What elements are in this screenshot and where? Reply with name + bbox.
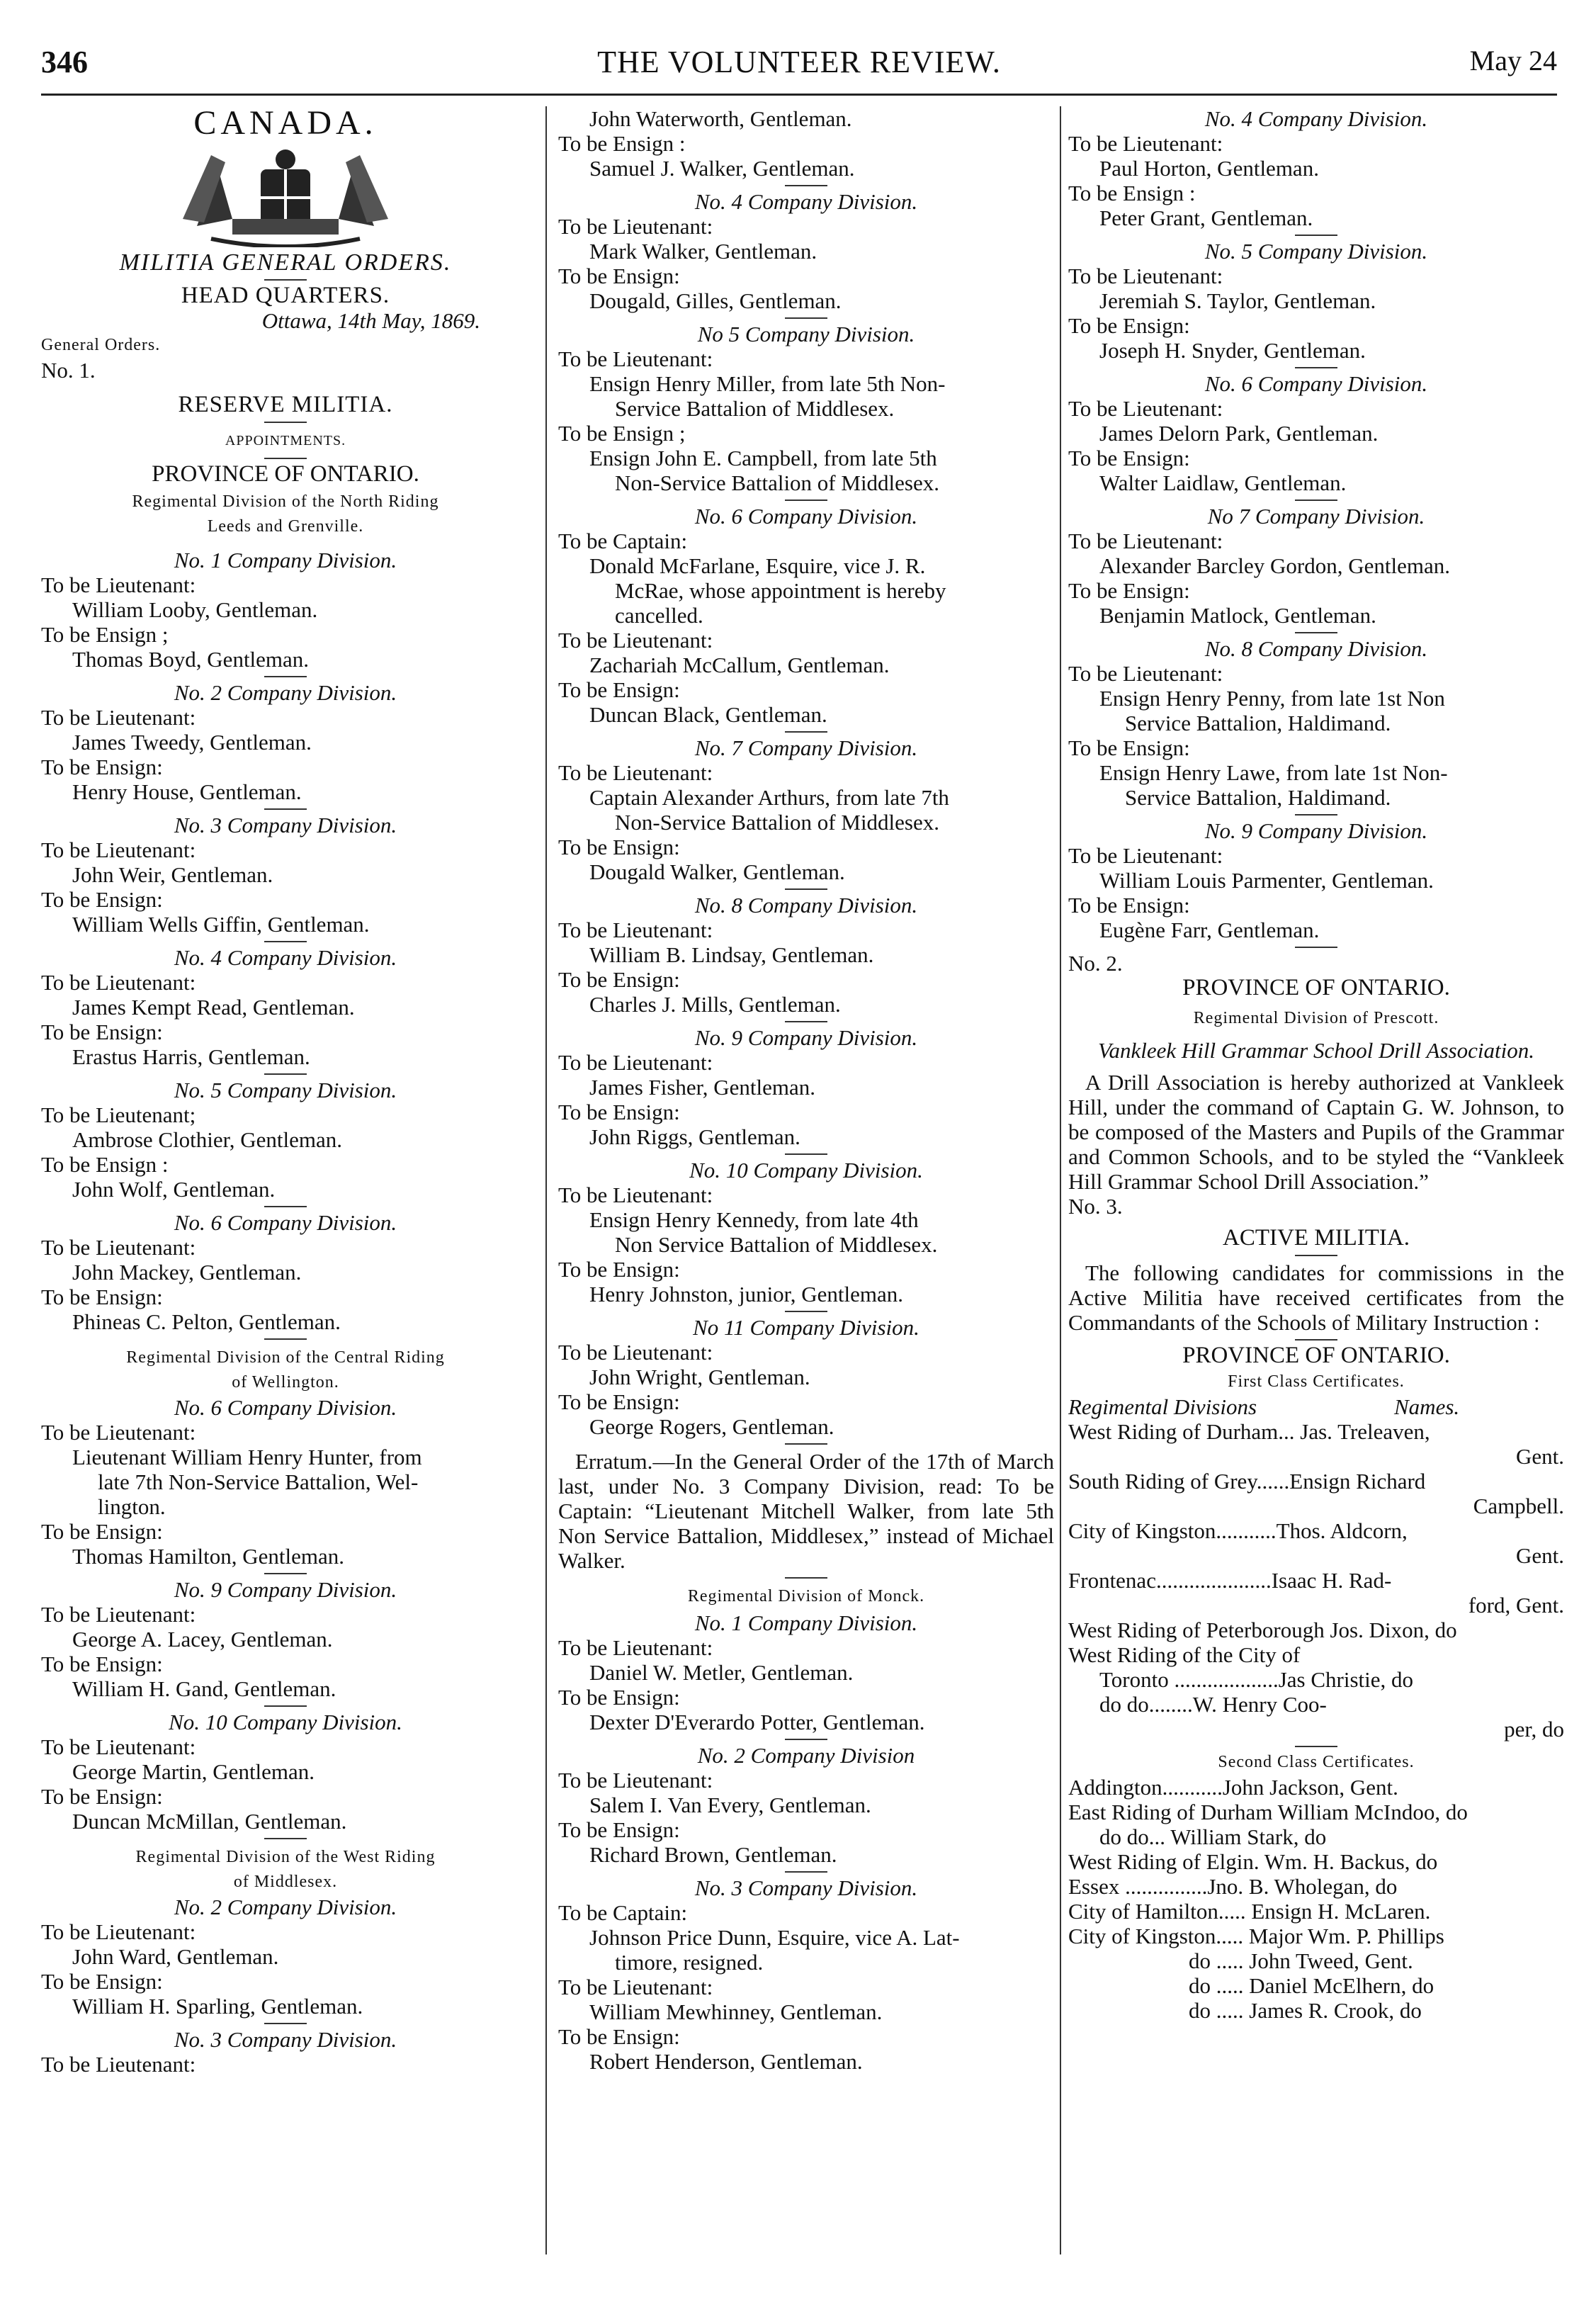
rank-label: To be Ensign:: [558, 1389, 680, 1414]
appointee-name: John Weir, Gentleman.: [72, 862, 273, 887]
active-militia-heading: ACTIVE MILITIA.: [1223, 1225, 1410, 1251]
certificate-row: South Riding of Grey......Ensign Richard: [1068, 1469, 1426, 1494]
appointee-name: Thomas Boyd, Gentleman.: [72, 647, 310, 672]
rank-label: To be Ensign:: [41, 1969, 163, 1994]
rank-label: To be Lieutenant:: [41, 1734, 196, 1759]
certificate-row-continued: Gent.: [1515, 1543, 1564, 1568]
divider: [264, 1206, 307, 1207]
divider: [785, 500, 827, 501]
certificate-row: West Riding of Peterborough Jos. Dixon, do: [1068, 1618, 1457, 1642]
province-heading: PROVINCE OF ONTARIO.: [152, 461, 419, 487]
rank-label: To be Lieutenant:: [1068, 396, 1223, 421]
divider: [264, 1838, 307, 1839]
province-heading: PROVINCE OF ONTARIO.: [1182, 1343, 1450, 1368]
rank-label: To be Lieutenant:: [558, 1340, 713, 1365]
coat-of-arms-icon: [169, 141, 402, 247]
appointee-name: Donald McFarlane, Esquire, vice J. R.: [589, 553, 926, 578]
order-number: No. 2.: [1068, 951, 1123, 976]
dateline: Ottawa, 14th May, 1869.: [261, 308, 480, 333]
regimental-division-heading: Regimental Division of the Central Riding: [126, 1348, 445, 1367]
rank-label: To be Ensign:: [41, 1652, 163, 1676]
appointee-name: Captain Alexander Arthurs, from late 7th: [589, 785, 949, 810]
rank-label: To be Ensign:: [1068, 313, 1190, 338]
appointee-detail: Service Battalion, Haldimand.: [1125, 711, 1391, 735]
certificate-row: do do........W. Henry Coo-: [1099, 1692, 1327, 1717]
company-division-heading: No. 9 Company Division.: [1204, 818, 1428, 843]
divider: [264, 1705, 307, 1707]
company-division-heading: No 7 Company Division.: [1207, 504, 1425, 529]
appointee-detail: Service Battalion of Middlesex.: [615, 396, 895, 421]
company-division-heading: No. 9 Company Division.: [694, 1025, 918, 1050]
appointee-detail: Non Service Battalion of Middlesex.: [615, 1232, 938, 1257]
rank-label: To be Lieutenant:: [41, 705, 196, 730]
divider: [264, 808, 307, 810]
column-1: [41, 106, 530, 2254]
appointee-name: Erastus Harris, Gentleman.: [72, 1044, 310, 1069]
certificate-row: West Riding of Durham... Jas. Treleaven,: [1068, 1419, 1430, 1444]
column-header-names: Names.: [1394, 1394, 1460, 1419]
rank-label: To be Ensign:: [558, 677, 680, 702]
divider: [1295, 632, 1337, 633]
company-division-heading: No. 3 Company Division.: [694, 1875, 918, 1900]
company-division-heading: No. 2 Company Division.: [174, 1895, 397, 1919]
appointee-name: Walter Laidlaw, Gentleman.: [1099, 470, 1347, 495]
divider: [1295, 367, 1337, 368]
appointee-name: Henry House, Gentleman.: [72, 779, 302, 804]
rank-label: To be Ensign:: [558, 835, 680, 859]
drill-association-title: Vankleek Hill Grammar School Drill Association.: [1098, 1038, 1534, 1063]
divider: [264, 458, 307, 459]
company-division-heading: No. 7 Company Division.: [694, 735, 918, 760]
order-number: No. 1.: [41, 358, 96, 383]
rank-label: To be Ensign:: [558, 967, 680, 992]
appointee-detail: Non-Service Battalion of Middlesex.: [615, 470, 940, 495]
appointee-name: William B. Lindsay, Gentleman.: [589, 942, 874, 967]
appointee-name: Ambrose Clothier, Gentleman.: [72, 1127, 343, 1152]
certificate-row: do ..... James R. Crook, do: [1189, 1998, 1422, 2023]
divider: [785, 731, 827, 733]
drill-association-paragraph: A Drill Association is hereby authorized at Vankleek Hill, under the command of Captain G. W. Johnson, to be composed of the Masters and Pupils of the Grammar and Common Schools, and to be styled the “Vankleek Hill Grammar School Drill Association.”: [1068, 1070, 1564, 1194]
rank-label: To be Ensign:: [41, 1285, 163, 1309]
company-division-heading: No. 4 Company Division.: [694, 189, 918, 214]
rank-label: To be Lieutenant:: [558, 918, 713, 942]
company-division-heading: No. 5 Company Division.: [174, 1078, 397, 1102]
divider: [1295, 1255, 1337, 1256]
company-division-heading: No. 10 Company Division.: [169, 1710, 402, 1734]
certificate-row: Addington...........John Jackson, Gent.: [1068, 1775, 1398, 1800]
appointee-name: Daniel W. Metler, Gentleman.: [589, 1660, 854, 1685]
appointee-name: Joseph H. Snyder, Gentleman.: [1099, 338, 1366, 363]
rank-label: To be Lieutenant:: [558, 346, 713, 371]
company-division-heading: No. 8 Company Division.: [694, 893, 918, 918]
militia-orders-heading: MILITIA GENERAL ORDERS.: [119, 249, 452, 276]
certificates-table-header: [1068, 1394, 1564, 1419]
rank-label: To be Ensign:: [41, 755, 163, 779]
appointee-name: Ensign Henry Lawe, from late 1st Non-: [1099, 760, 1448, 785]
appointee-detail: Non-Service Battalion of Middlesex.: [615, 810, 940, 835]
appointee-name: Ensign Henry Miller, from late 5th Non-: [589, 371, 946, 396]
rank-label: To be Ensign:: [1068, 446, 1190, 470]
divider: [264, 1073, 307, 1075]
header-rule: [41, 94, 1557, 96]
appointee-name: Ensign Henry Kennedy, from late 4th: [589, 1207, 919, 1232]
appointee-name: John Wright, Gentleman.: [589, 1365, 810, 1389]
rank-label: To be Lieutenant:: [558, 1975, 713, 1999]
divider: [1295, 1339, 1337, 1341]
appointee-name: John Wolf, Gentleman.: [72, 1177, 276, 1202]
appointee-name: James Fisher, Gentleman.: [589, 1075, 816, 1100]
appointee-name: John Mackey, Gentleman.: [72, 1260, 302, 1285]
column-divider-1: [545, 106, 547, 2254]
rank-label: To be Lieutenant:: [558, 1183, 713, 1207]
rank-label: To be Ensign ;: [41, 622, 169, 647]
rank-label: To be Lieutenant:: [41, 1420, 196, 1445]
appointments-heading: APPOINTMENTS.: [225, 433, 346, 448]
column-divider-2: [1060, 106, 1061, 2254]
regimental-division-heading: of Middlesex.: [233, 1873, 338, 1891]
appointee-detail: Service Battalion, Haldimand.: [1125, 785, 1391, 810]
company-division-heading: No. 3 Company Division.: [174, 813, 397, 837]
divider: [1295, 235, 1337, 236]
page-header: [41, 44, 1557, 86]
appointee-name: Thomas Hamilton, Gentleman.: [72, 1544, 344, 1569]
appointee-name: William Wells Giffin, Gentleman.: [72, 912, 370, 937]
appointee-name: Phineas C. Pelton, Gentleman.: [72, 1309, 341, 1334]
divider: [785, 1021, 827, 1022]
divider: [785, 1577, 827, 1579]
company-division-heading: No 11 Company Division.: [693, 1315, 919, 1340]
company-division-heading: No. 2 Company Division: [697, 1743, 915, 1768]
appointee-name: George A. Lacey, Gentleman.: [72, 1627, 333, 1652]
rank-label: To be Lieutenant:: [41, 837, 196, 862]
company-division-heading: No. 3 Company Division.: [174, 2027, 397, 2052]
divider: [264, 676, 307, 677]
canada-heading: CANADA.: [193, 106, 378, 142]
certificate-row-continued: per, do: [1504, 1717, 1564, 1742]
certificate-class-heading: Second Class Certificates.: [1218, 1753, 1415, 1771]
certificate-row: West Riding of the City of: [1068, 1642, 1301, 1667]
rank-label: To be Lieutenant:: [41, 1919, 196, 1944]
rank-label: To be Ensign:: [1068, 893, 1190, 918]
regimental-division-heading: Regimental Division of Monck.: [687, 1587, 925, 1605]
certificate-row: Essex ...............Jno. B. Wholegan, do: [1068, 1874, 1398, 1899]
head-quarters-heading: HEAD QUARTERS.: [181, 283, 390, 308]
appointee-name: William Mewhinney, Gentleman.: [589, 1999, 883, 2024]
rank-label: To be Lieutenant:: [1068, 529, 1223, 553]
divider: [1295, 814, 1337, 815]
divider: [785, 888, 827, 890]
rank-label: To be Ensign :: [558, 131, 686, 156]
page-number: 346: [41, 45, 88, 79]
appointee-name: Dexter D'Everardo Potter, Gentleman.: [589, 1710, 925, 1734]
certificate-row: City of Hamilton..... Ensign H. McLaren.: [1068, 1899, 1431, 1924]
issue-date: May 24: [1469, 45, 1557, 77]
appointee-detail: McRae, whose appointment is hereby: [615, 578, 946, 603]
appointee-name: Mark Walker, Gentleman.: [589, 239, 817, 264]
appointee-name: Lieutenant William Henry Hunter, from: [72, 1445, 422, 1469]
certificate-row: do ..... John Tweed, Gent.: [1189, 1948, 1413, 1973]
rank-label: To be Ensign:: [558, 1257, 680, 1282]
appointee-name: William H. Gand, Gentleman.: [72, 1676, 336, 1701]
rank-label: To be Ensign:: [41, 887, 163, 912]
rank-label: To be Ensign:: [558, 2024, 680, 2049]
regimental-division-heading: Regimental Division of the North Riding: [132, 492, 439, 511]
divider: [785, 185, 827, 186]
rank-label: To be Lieutenant:: [1068, 661, 1223, 686]
rank-label: To be Lieutenant;: [41, 1102, 196, 1127]
general-orders-label: General Orders.: [41, 336, 161, 354]
appointee-name: Ensign John E. Campbell, from late 5th: [589, 446, 937, 470]
appointee-name: John Riggs, Gentleman.: [589, 1124, 800, 1149]
certificate-row: West Riding of Elgin. Wm. H. Backus, do: [1068, 1849, 1438, 1874]
erratum-paragraph: Erratum.—In the General Order of the 17th of March last, under No. 3 Company Division, read: To be Captain: “Lieutenant Mitchell Walker, from late 5th Non Service Battalion, Middlesex,” instead of Michael Walker.: [558, 1449, 1054, 1573]
certificate-row: City of Kingston...........Thos. Aldcorn,: [1068, 1518, 1408, 1543]
appointee-name: Richard Brown, Gentleman.: [589, 1842, 837, 1867]
rank-label: To be Ensign:: [41, 1519, 163, 1544]
appointee-name: William Looby, Gentleman.: [72, 597, 318, 622]
divider: [1295, 1746, 1337, 1747]
rank-label: To be Ensign:: [558, 1100, 680, 1124]
appointee-name: William Louis Parmenter, Gentleman.: [1099, 868, 1434, 893]
company-division-heading: No. 2 Company Division.: [174, 680, 397, 705]
appointee-name: Peter Grant, Gentleman.: [1099, 205, 1313, 230]
divider: [1295, 500, 1337, 501]
appointee-name: Zachariah McCallum, Gentleman.: [589, 653, 890, 677]
regimental-division-heading: Regimental Division of the West Riding: [135, 1848, 436, 1866]
appointee-name: James Delorn Park, Gentleman.: [1099, 421, 1379, 446]
company-division-heading: No. 9 Company Division.: [174, 1577, 397, 1602]
rank-label: To be Ensign :: [41, 1152, 169, 1177]
certificate-row-continued: Gent.: [1515, 1444, 1564, 1469]
certificate-row: City of Kingston..... Major Wm. P. Phillips: [1068, 1924, 1444, 1948]
appointee-detail: cancelled.: [615, 603, 703, 628]
rank-label: To be Lieutenant:: [558, 1050, 713, 1075]
company-division-heading: No. 4 Company Division.: [174, 945, 397, 970]
rank-label: To be Ensign:: [558, 1817, 680, 1842]
certificate-row-continued: Toronto ...................Jas Christie, do: [1099, 1667, 1414, 1692]
rank-label: To be Lieutenant:: [1068, 264, 1223, 288]
company-division-heading: No. 10 Company Division.: [689, 1158, 923, 1183]
rank-label: To be Ensign:: [1068, 735, 1190, 760]
divider: [785, 1443, 827, 1445]
rank-label: To be Lieutenant:: [1068, 843, 1223, 868]
appointee-name: George Rogers, Gentleman.: [589, 1414, 834, 1439]
appointee-name: Dougald, Gilles, Gentleman.: [589, 288, 842, 313]
divider: [264, 941, 307, 942]
rank-label: To be Lieutenant:: [558, 214, 713, 239]
column-3: [1068, 106, 1564, 2254]
appointee-name: Jeremiah S. Taylor, Gentleman.: [1099, 288, 1376, 313]
rank-label: To be Ensign ;: [558, 421, 686, 446]
company-division-heading: No. 6 Company Division.: [1204, 371, 1428, 396]
rank-label: To be Captain:: [558, 529, 688, 553]
divider: [264, 422, 307, 423]
certificate-row-continued: Campbell.: [1473, 1494, 1564, 1518]
rank-label: To be Ensign:: [558, 264, 680, 288]
appointee-name: Paul Horton, Gentleman.: [1099, 156, 1319, 181]
rank-label: To be Captain:: [558, 1900, 688, 1925]
rank-label: To be Lieutenant:: [558, 760, 713, 785]
appointee-name: Johnson Price Dunn, Esquire, vice A. Lat-: [589, 1925, 960, 1950]
rank-label: To be Lieutenant:: [41, 1602, 196, 1627]
divider: [785, 1739, 827, 1740]
appointee-name: Duncan Black, Gentleman.: [589, 702, 827, 727]
order-number: No. 3.: [1068, 1194, 1123, 1219]
appointee-name: Benjamin Matlock, Gentleman.: [1099, 603, 1376, 628]
rank-label: To be Ensign:: [41, 1020, 163, 1044]
company-division-heading: No. 6 Company Division.: [174, 1395, 397, 1420]
rank-label: To be Lieutenant:: [558, 1635, 713, 1660]
newspaper-title: THE VOLUNTEER REVIEW.: [597, 45, 1001, 79]
divider: [264, 1338, 307, 1340]
certificate-row: do do... William Stark, do: [1099, 1824, 1327, 1849]
rank-label: To be Lieutenant:: [41, 970, 196, 995]
candidates-paragraph: The following candidates for commissions in the Active Militia have received certificates from the Commandants of the Schools of Military Instruction :: [1068, 1260, 1564, 1335]
appointee-name: John Waterworth, Gentleman.: [589, 106, 852, 131]
company-division-heading: No 5 Company Division.: [697, 322, 915, 346]
company-division-heading: No. 6 Company Division.: [174, 1210, 397, 1235]
divider: [264, 1573, 307, 1574]
rank-label: To be Ensign :: [1068, 181, 1196, 205]
certificate-row: East Riding of Durham William McIndoo, do: [1068, 1800, 1468, 1824]
divider: [264, 2023, 307, 2024]
column-2: [558, 106, 1054, 2254]
company-division-heading: No. 4 Company Division.: [1204, 106, 1428, 131]
certificate-row: do ..... Daniel McElhern, do: [1189, 1973, 1434, 1998]
province-heading: PROVINCE OF ONTARIO.: [1182, 975, 1450, 1000]
divider: [785, 1153, 827, 1155]
company-division-heading: No. 5 Company Division.: [1204, 239, 1428, 264]
certificate-class-heading: First Class Certificates.: [1228, 1372, 1405, 1391]
company-division-heading: No. 1 Company Division.: [174, 548, 397, 572]
rank-label: To be Ensign:: [1068, 578, 1190, 603]
appointee-name: James Kempt Read, Gentleman.: [72, 995, 355, 1020]
appointee-detail: late 7th Non-Service Battalion, Wel-: [98, 1469, 419, 1494]
appointee-name: Robert Henderson, Gentleman.: [589, 2049, 863, 2074]
divider: [264, 279, 307, 281]
appointee-name: Samuel J. Walker, Gentleman.: [589, 156, 855, 181]
appointee-name: Salem I. Van Every, Gentleman.: [589, 1793, 871, 1817]
rank-label: To be Lieutenant:: [41, 572, 196, 597]
divider: [1295, 947, 1337, 948]
certificate-row-continued: ford, Gent.: [1468, 1593, 1564, 1618]
appointee-name: Eugène Farr, Gentleman.: [1099, 918, 1320, 942]
rank-label: To be Lieutenant:: [1068, 131, 1223, 156]
reserve-militia-heading: RESERVE MILITIA.: [178, 392, 393, 417]
rank-label: To be Lieutenant:: [558, 628, 713, 653]
column-header-divisions: Regimental Divisions: [1068, 1394, 1257, 1419]
appointee-name: Dougald Walker, Gentleman.: [589, 859, 845, 884]
rank-label: To be Ensign:: [558, 1685, 680, 1710]
appointee-name: Alexander Barcley Gordon, Gentleman.: [1099, 553, 1450, 578]
rank-label: To be Lieutenant:: [41, 2052, 196, 2077]
regimental-division-heading: Regimental Division of Prescott.: [1193, 1009, 1439, 1027]
company-division-heading: No. 6 Company Division.: [694, 504, 918, 529]
appointee-name: James Tweedy, Gentleman.: [72, 730, 312, 755]
appointee-detail: lington.: [98, 1494, 166, 1519]
rank-label: To be Lieutenant:: [558, 1768, 713, 1793]
appointee-name: John Ward, Gentleman.: [72, 1944, 279, 1969]
company-division-heading: No. 1 Company Division.: [694, 1610, 918, 1635]
divider: [785, 1871, 827, 1873]
rank-label: To be Lieutenant:: [41, 1235, 196, 1260]
appointee-name: Ensign Henry Penny, from late 1st Non: [1099, 686, 1445, 711]
appointee-name: George Martin, Gentleman.: [72, 1759, 315, 1784]
appointee-name: William H. Sparling, Gentleman.: [72, 1994, 363, 2019]
appointee-name: Henry Johnston, junior, Gentleman.: [589, 1282, 904, 1306]
rank-label: To be Ensign:: [41, 1784, 163, 1809]
appointee-name: Charles J. Mills, Gentleman.: [589, 992, 841, 1017]
appointee-name: Duncan McMillan, Gentleman.: [72, 1809, 347, 1834]
company-division-heading: No. 8 Company Division.: [1204, 636, 1428, 661]
certificate-row: Frontenac.....................Isaac H. Rad-: [1068, 1568, 1392, 1593]
appointee-detail: timore, resigned.: [615, 1950, 764, 1975]
divider: [785, 1311, 827, 1312]
divider: [785, 317, 827, 319]
regimental-division-heading: Leeds and Grenville.: [207, 517, 364, 536]
regimental-division-heading: of Wellington.: [232, 1373, 339, 1392]
